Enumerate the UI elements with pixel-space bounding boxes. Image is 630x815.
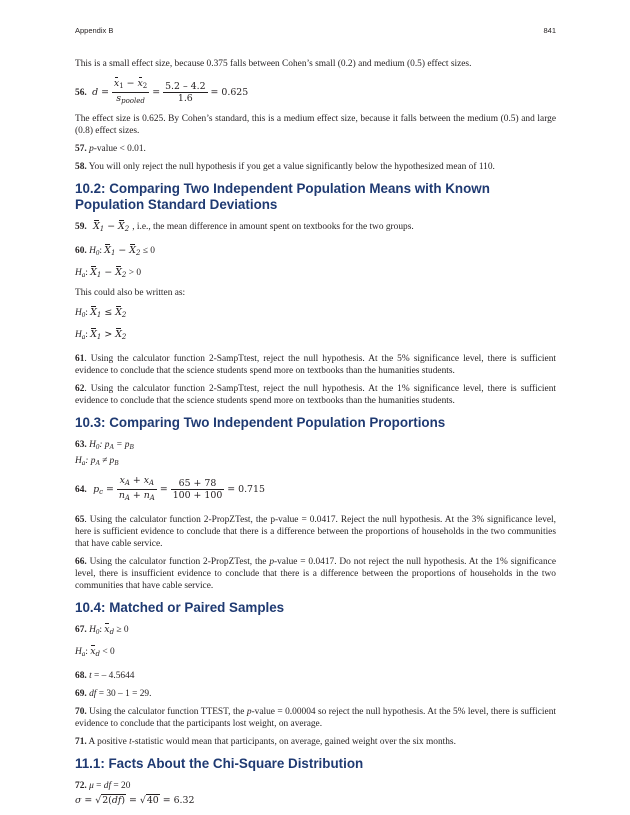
sqrt-part-1: 2( — [102, 795, 112, 806]
answer-56 — [75, 78, 556, 107]
answer-number: 68. — [75, 671, 87, 681]
answer-text: A positive — [86, 737, 130, 747]
answer-text: = 30 – 1 = 29. — [96, 689, 152, 699]
pooled-proportion-formula: $p_c$ = $\frac{x_A + x_A}{n_A + n_A}$ = $\frac{65 + 78}{100 + 100}$ = 0.715 — [93, 475, 265, 502]
section-heading-10-2: 10.2: Comparing Two Independent Population Means with Known Population Standard Deviations — [75, 181, 490, 212]
answer-text: . Using the calculator function 2-SampTtest, reject the null hypothesis. At the 1% significance level, there is sufficient evidence to conclude that the science students spend more on textbooks than the humanities students. — [75, 384, 556, 406]
page-number: 841 — [543, 26, 556, 35]
x-bar-2: X — [115, 329, 122, 340]
answer-number: 60. — [75, 246, 87, 256]
result-value: = 0.715 — [227, 484, 265, 495]
answer-66 — [75, 556, 556, 592]
sqrt-df: df — [111, 795, 122, 806]
answer-71 — [75, 736, 556, 748]
answer-72-sd — [75, 794, 556, 807]
answer-number: 72. — [75, 781, 87, 791]
answer-text-cont: -value = 0.0417. Do not reject the null hypothesis. At the 1% significance level, there is insufficient evidence to conclude that there is a difference between the proportions of households in the two communities that have cable service. — [75, 557, 556, 591]
df-symbol: df — [103, 781, 112, 791]
answer-63-alt: $H_a$: $p_A \ne p_B$ — [75, 456, 119, 467]
section-heading-10-4: 10.4: Matched or Paired Samples — [75, 600, 285, 615]
x-bar-d: x — [90, 646, 96, 657]
answer-text: Using the calculator function TTEST, the — [86, 707, 247, 717]
frac-numerator: 65 + 78 — [171, 478, 225, 490]
answer-68 — [75, 670, 556, 682]
cohens-d-fraction — [112, 78, 149, 107]
x-bar-1: X — [93, 221, 100, 232]
frac-numerator: 5.2 – 4.2 — [165, 81, 206, 92]
answer-number: 67. — [75, 625, 87, 635]
section-heading-10-3: 10.3: Comparing Two Independent Population Proportions — [75, 415, 446, 430]
mu-symbol: μ — [89, 781, 94, 791]
running-header-left: Appendix B — [75, 26, 114, 35]
answer-number: 64. — [75, 485, 87, 495]
answer-text-cont: -value = 0.00004 so reject the null hypothesis. At the 5% level, there is sufficient evidence to conclude that the participants lost weight, on average. — [75, 707, 556, 729]
alt-form-null: $H_0$: $X_1 \le X_2$ — [75, 307, 127, 319]
answer-59 — [75, 221, 556, 235]
answer-number: 56. — [75, 88, 87, 98]
equals: = — [159, 484, 168, 495]
frac-denominator: 1.6 — [177, 93, 193, 104]
x-bar-2: X — [115, 267, 122, 278]
answer-63: 63. $H_0$: $p_A = p_B$ — [75, 440, 134, 451]
answer-number: 58. — [75, 162, 87, 172]
x-bar-2: X — [129, 245, 136, 256]
sub-2: 2 — [124, 225, 130, 233]
lt-zero: < 0 — [102, 647, 115, 657]
x-bar-2: x — [137, 78, 143, 89]
answer-72-mean — [75, 780, 556, 792]
sigma-formula: σ = √2(df) = √40 = 6.32 — [75, 795, 195, 806]
answer-number: 65 — [75, 515, 85, 525]
sqrt-part-2: ) — [121, 795, 125, 806]
answer-60-null: 60. $H_0$: $X_1 - X_2 \le 0$ — [75, 245, 155, 257]
answer-text: . Using the calculator function 2-SampTtest, reject the null hypothesis. At the 5% significance level, there is sufficient evidence to conclude that the science students spend more on textbooks than the humanities students. — [75, 354, 556, 376]
numeric-fraction — [171, 478, 225, 501]
df-symbol: df — [89, 689, 97, 699]
equals: = — [152, 87, 161, 98]
sqrt-2df — [101, 794, 126, 807]
result-value: = 6.32 — [162, 795, 195, 806]
equals: = — [128, 795, 140, 806]
answer-text: -value < 0.01. — [93, 144, 146, 154]
h-symbol: H — [89, 246, 96, 256]
mean-difference-expr: $X_1 - X_2$ — [93, 221, 130, 233]
medium-effect-paragraph: The effect size is 0.625. By Cohen’s standard, this is a medium effect size, because it falls between the medium (0.5) and large (0.8) effect sizes. — [75, 114, 556, 136]
sqrt-40: 40 — [146, 795, 159, 806]
answer-number: 66. — [75, 557, 87, 567]
answer-text: = 20 — [111, 781, 131, 791]
answer-text: Using the calculator function 2-PropZTest, the — [86, 557, 270, 567]
answer-65 — [75, 514, 556, 550]
p-symbol: p — [269, 557, 274, 567]
answer-number: 61 — [75, 354, 85, 364]
minus-sign: − — [126, 78, 135, 89]
frac-denominator: 100 + 100 — [172, 490, 223, 501]
answer-57 — [75, 143, 556, 155]
x-bar-d: x — [104, 624, 110, 635]
answer-text: You will only reject the null hypothesis if you get a value significantly below the hypothesized mean of 110. — [86, 162, 495, 172]
answer-number: 57. — [75, 144, 87, 154]
x-bar-1: X — [90, 267, 97, 278]
sub-a: a — [81, 271, 86, 279]
section-heading-11-1: 11.1: Facts About the Chi-Square Distribution — [75, 756, 364, 771]
effect-size-formula: d = $\frac{x_1 - x_2}{s_{pooled}}$ = $\frac{5.2 - 4.2}{1.6}$ = 0.625 — [92, 78, 249, 105]
answer-number: 62 — [75, 384, 85, 394]
written-as-line: This could also be written as: — [75, 288, 186, 298]
answer-69 — [75, 688, 556, 700]
answer-61 — [75, 353, 556, 377]
answer-62 — [75, 383, 556, 407]
answer-60-alt: $H_a$: $X_1 - X_2 > 0$ — [75, 267, 142, 279]
proportion-fraction: $\frac{x_A + x_A}{n_A + n_A}$ — [118, 475, 155, 502]
answer-67-null: 67. $H_0$: $x_d \ge 0$ — [75, 624, 129, 636]
le-zero: ≤ 0 — [142, 246, 155, 256]
sigma-symbol: σ — [75, 795, 82, 806]
answer-number: 70. — [75, 707, 87, 717]
sub-1: 1 — [119, 82, 124, 90]
t-symbol: t — [89, 671, 92, 681]
equals: = — [93, 781, 104, 791]
answer-70 — [75, 706, 556, 730]
answer-number: 69. — [75, 689, 87, 699]
s-symbol: s — [116, 93, 122, 104]
answer-text-cont: -statistic would mean that participants, on average, gained weight over the six months. — [131, 737, 456, 747]
answer-text: . Using the calculator function 2-PropZTest, the p-value = 0.0417. Reject the null hypothesis. At the 3% significance level, here is sufficient evidence to conclude that there is a difference between the proportions of households in the two communities that have cable service. — [75, 515, 556, 549]
p-symbol: p — [246, 707, 252, 717]
gt-zero: > 0 — [128, 268, 142, 278]
answer-text: = – 4.5644 — [91, 671, 135, 681]
result-value: = 0.625 — [210, 87, 249, 98]
sub-2: 2 — [142, 82, 148, 90]
x-bar-2: X — [118, 221, 125, 232]
alt-form-alt: $H_a$: $X_1 > X_2$ — [75, 329, 127, 341]
sub-0: 0 — [95, 249, 100, 257]
x-bar-2: X — [115, 307, 122, 318]
x-bar-1: X — [90, 307, 97, 318]
answer-58 — [75, 161, 556, 173]
answer-number: 63. — [75, 440, 87, 450]
h-symbol: H — [75, 268, 82, 278]
ge-zero: ≥ 0 — [116, 625, 129, 635]
numeric-fraction — [163, 81, 207, 104]
x-bar-1: x — [113, 78, 120, 89]
pooled-sub: pooled — [121, 97, 145, 105]
x-bar-1: X — [104, 245, 111, 256]
d-symbol: d — [92, 87, 99, 98]
small-effect-paragraph: This is a small effect size, because 0.375 falls between Cohen’s small (0.2) and medium (0.5) effect sizes. — [75, 59, 472, 69]
sub-1: 1 — [99, 225, 105, 233]
answer-number: 59. — [75, 222, 87, 232]
answer-number: 71. — [75, 737, 87, 747]
x-bar-1: X — [90, 329, 97, 340]
colon: : — [99, 246, 102, 256]
answer-64 — [75, 475, 556, 504]
answer-text: , i.e., the mean difference in amount spent on textbooks for the two groups. — [132, 222, 414, 232]
answer-67-alt: $H_a$: $x_d < 0$ — [75, 646, 115, 658]
t-symbol: t — [129, 737, 132, 747]
p-symbol: p — [89, 144, 94, 154]
page-content — [75, 58, 556, 813]
colon: : — [85, 268, 88, 278]
